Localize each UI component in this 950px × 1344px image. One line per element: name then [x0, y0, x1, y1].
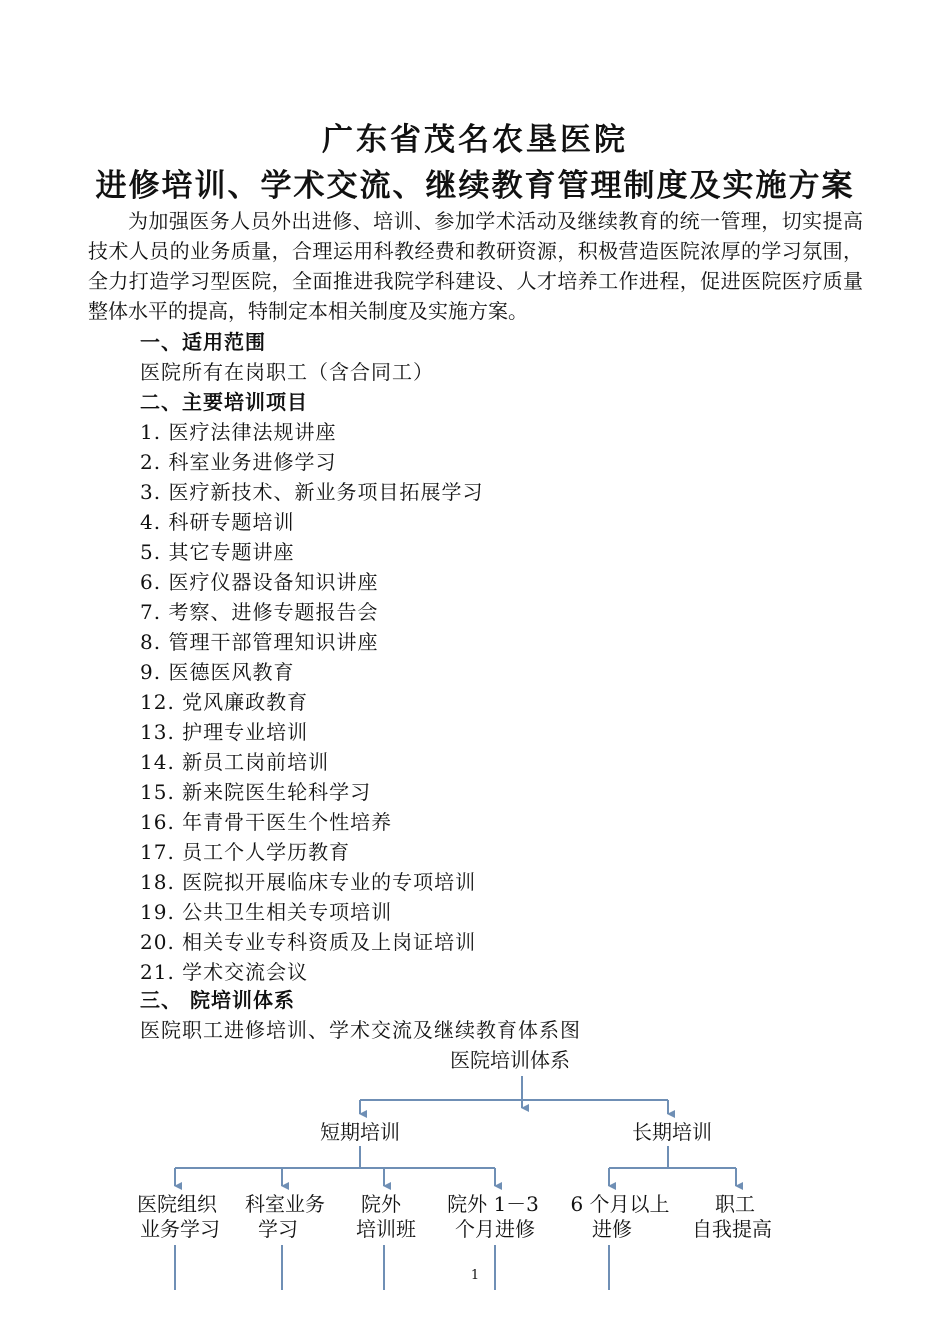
chart-node-long-term: 长期培训: [632, 1120, 712, 1144]
chart-caption: 医院职工进修培训、学术交流及继续教育体系图: [140, 1018, 581, 1042]
scope-text: 医院所有在岗职工（含合同工）: [140, 360, 434, 384]
training-item: 20. 相关专业专科资质及上岗证培训: [140, 930, 477, 954]
training-item: 17. 员工个人学历教育: [140, 840, 351, 864]
training-item: 12. 党风廉政教育: [140, 690, 309, 714]
training-item: 1. 医疗法律法规讲座: [140, 420, 337, 444]
training-item: 8. 管理干部管理知识讲座: [140, 630, 379, 654]
section-heading-training-items: 二、主要培训项目: [140, 390, 308, 414]
training-item: 18. 医院拟开展临床专业的专项培训: [140, 870, 477, 894]
training-item: 16. 年青骨干医生个性培养: [140, 810, 393, 834]
chart-node-leaf-1-line2: 业务学习: [140, 1217, 220, 1241]
chart-node-leaf-3-line2: 培训班: [356, 1217, 416, 1241]
chart-node-leaf-6-line2: 自我提高: [692, 1217, 772, 1241]
chart-node-leaf-3-line1: 院外: [361, 1192, 401, 1216]
training-item: 5. 其它专题讲座: [140, 540, 295, 564]
training-item: 13. 护理专业培训: [140, 720, 309, 744]
section-heading-training-system: 三、 院培训体系: [140, 988, 295, 1012]
chart-node-leaf-4-line1: 院外 1－3: [447, 1192, 539, 1216]
chart-node-leaf-2-line1: 科室业务: [245, 1192, 325, 1216]
document-subtitle: 进修培训、学术交流、继续教育管理制度及实施方案: [95, 168, 855, 204]
section-heading-scope: 一、适用范围: [140, 330, 266, 354]
training-item: 3. 医疗新技术、新业务项目拓展学习: [140, 480, 484, 504]
chart-node-leaf-1-line1: 医院组织: [137, 1192, 217, 1216]
chart-node-leaf-4-line2: 个月进修: [455, 1217, 535, 1241]
training-item: 9. 医德医风教育: [140, 660, 295, 684]
chart-node-leaf-2-line2: 学习: [258, 1217, 298, 1241]
training-item: 19. 公共卫生相关专项培训: [140, 900, 393, 924]
chart-node-short-term: 短期培训: [320, 1120, 400, 1144]
training-item: 15. 新来院医生轮科学习: [140, 780, 372, 804]
training-item: 4. 科研专题培训: [140, 510, 295, 534]
chart-node-root: 医院培训体系: [450, 1048, 570, 1072]
chart-node-leaf-6-line1: 职工: [715, 1192, 755, 1216]
chart-node-leaf-5-line1: 6 个月以上: [570, 1192, 670, 1216]
training-item: 21. 学术交流会议: [140, 960, 309, 984]
page-number: 1: [470, 1268, 480, 1283]
training-item: 6. 医疗仪器设备知识讲座: [140, 570, 379, 594]
training-item: 14. 新员工岗前培训: [140, 750, 330, 774]
training-item: 2. 科室业务进修学习: [140, 450, 337, 474]
training-item: 7. 考察、进修专题报告会: [140, 600, 379, 624]
chart-node-leaf-5-line2: 进修: [592, 1217, 632, 1241]
intro-paragraph: 为加强医务人员外出进修、培训、参加学术活动及继续教育的统一管理，切实提高技术人员的业务质量，合理运用科教经费和教研资源，积极营造医院浓厚的学习氛围，全力打造学习型医院，全面推进我院学科建设、人才培养工作进程，促进医院医疗质量整体水平的提高，特制定本相关制度及实施方案。: [88, 209, 863, 323]
document-title: 广东省茂名农垦医院: [322, 122, 628, 158]
